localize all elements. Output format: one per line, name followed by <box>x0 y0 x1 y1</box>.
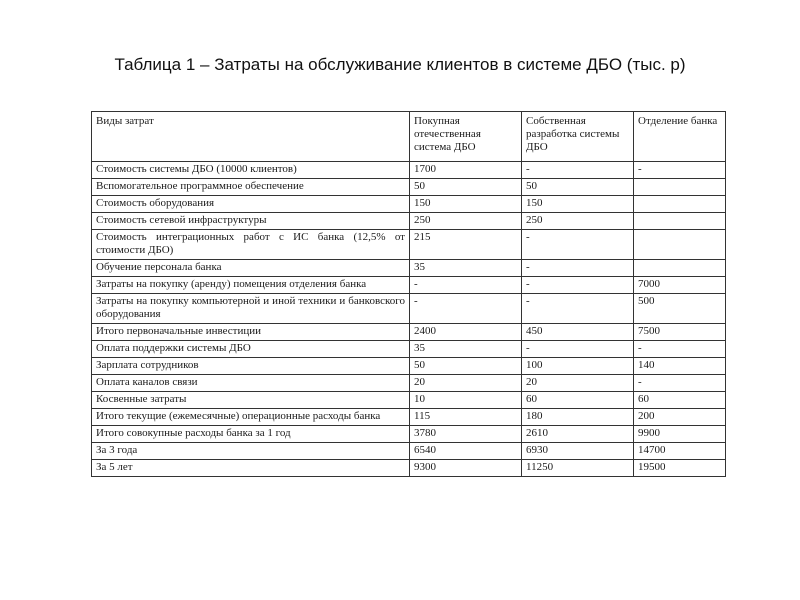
table-row <box>92 375 726 392</box>
cost-own: 2610 <box>522 426 634 443</box>
header-cost-type: Виды затрат <box>92 112 410 162</box>
table-row <box>92 294 726 324</box>
cost-branch <box>634 260 726 277</box>
cost-purchased: 50 <box>410 358 522 375</box>
cost-purchased: 1700 <box>410 162 522 179</box>
cost-purchased: 35 <box>410 341 522 358</box>
cost-own: - <box>522 341 634 358</box>
cost-purchased: 115 <box>410 409 522 426</box>
cost-name: Затраты на покупку компьютерной и иной техники и банковского оборудования <box>92 294 410 324</box>
cost-purchased: - <box>410 294 522 324</box>
cost-own: - <box>522 294 634 324</box>
cost-own: 450 <box>522 324 634 341</box>
cost-branch <box>634 213 726 230</box>
cost-name: Итого совокупные расходы банка за 1 год <box>92 426 410 443</box>
table-row <box>92 341 726 358</box>
costs-table <box>91 111 726 477</box>
header-bank-branch: Отделение банка <box>634 112 726 162</box>
cost-purchased: 10 <box>410 392 522 409</box>
cost-own: 50 <box>522 179 634 196</box>
cost-name: Вспомогательное программное обеспечение <box>92 179 410 196</box>
table-row <box>92 324 726 341</box>
cost-own: 20 <box>522 375 634 392</box>
cost-purchased: 3780 <box>410 426 522 443</box>
cost-branch <box>634 196 726 213</box>
header-purchased-system: Покупная отечественная система ДБО <box>410 112 522 162</box>
cost-own: - <box>522 230 634 260</box>
table-row <box>92 358 726 375</box>
cost-purchased: 35 <box>410 260 522 277</box>
table-row <box>92 213 726 230</box>
cost-own: 60 <box>522 392 634 409</box>
table-row <box>92 443 726 460</box>
cost-own: 180 <box>522 409 634 426</box>
page-title: Таблица 1 – Затраты на обслуживание клиентов в системе ДБО (тыс. р) <box>114 55 686 74</box>
table-row <box>92 392 726 409</box>
cost-name: Оплата каналов связи <box>92 375 410 392</box>
table-row <box>92 426 726 443</box>
cost-own: 6930 <box>522 443 634 460</box>
cost-branch: - <box>634 341 726 358</box>
cost-branch: 19500 <box>634 460 726 477</box>
cost-purchased: 6540 <box>410 443 522 460</box>
table-row <box>92 260 726 277</box>
cost-branch: 500 <box>634 294 726 324</box>
cost-name: Стоимость интеграционных работ с ИС банка (12,5% от стоимости ДБО) <box>92 230 410 260</box>
cost-branch: - <box>634 375 726 392</box>
cost-own: 250 <box>522 213 634 230</box>
cost-name: Стоимость оборудования <box>92 196 410 213</box>
cost-name: Зарплата сотрудников <box>92 358 410 375</box>
cost-name: Косвенные затраты <box>92 392 410 409</box>
cost-name: Итого текущие (ежемесячные) операционные расходы банка <box>92 409 410 426</box>
cost-purchased: 20 <box>410 375 522 392</box>
cost-branch: 7500 <box>634 324 726 341</box>
cost-name: Затраты на покупку (аренду) помещения отделения банка <box>92 277 410 294</box>
cost-purchased: 215 <box>410 230 522 260</box>
cost-own: - <box>522 277 634 294</box>
cost-name: Итого первоначальные инвестиции <box>92 324 410 341</box>
table-header-row <box>92 112 726 162</box>
cost-branch: 140 <box>634 358 726 375</box>
cost-purchased: 150 <box>410 196 522 213</box>
cost-name: Стоимость системы ДБО (10000 клиентов) <box>92 162 410 179</box>
cost-branch: - <box>634 162 726 179</box>
cost-branch: 7000 <box>634 277 726 294</box>
cost-branch: 200 <box>634 409 726 426</box>
cost-name: Оплата поддержки системы ДБО <box>92 341 410 358</box>
cost-own: 150 <box>522 196 634 213</box>
table-row <box>92 277 726 294</box>
cost-name: Стоимость сетевой инфраструктуры <box>92 213 410 230</box>
cost-own: 100 <box>522 358 634 375</box>
header-own-development: Собственная разработка системы ДБО <box>522 112 634 162</box>
cost-branch: 9900 <box>634 426 726 443</box>
table-row <box>92 196 726 213</box>
table-row <box>92 230 726 260</box>
cost-purchased: 50 <box>410 179 522 196</box>
table-row <box>92 409 726 426</box>
cost-purchased: 250 <box>410 213 522 230</box>
cost-branch: 60 <box>634 392 726 409</box>
cost-name: За 3 года <box>92 443 410 460</box>
table-row <box>92 162 726 179</box>
cost-own: - <box>522 162 634 179</box>
cost-purchased: 9300 <box>410 460 522 477</box>
table-row <box>92 179 726 196</box>
table-row <box>92 460 726 477</box>
cost-branch <box>634 230 726 260</box>
cost-own: 11250 <box>522 460 634 477</box>
cost-own: - <box>522 260 634 277</box>
cost-purchased: 2400 <box>410 324 522 341</box>
cost-branch: 14700 <box>634 443 726 460</box>
cost-branch <box>634 179 726 196</box>
cost-name: За 5 лет <box>92 460 410 477</box>
cost-purchased: - <box>410 277 522 294</box>
cost-name: Обучение персонала банка <box>92 260 410 277</box>
